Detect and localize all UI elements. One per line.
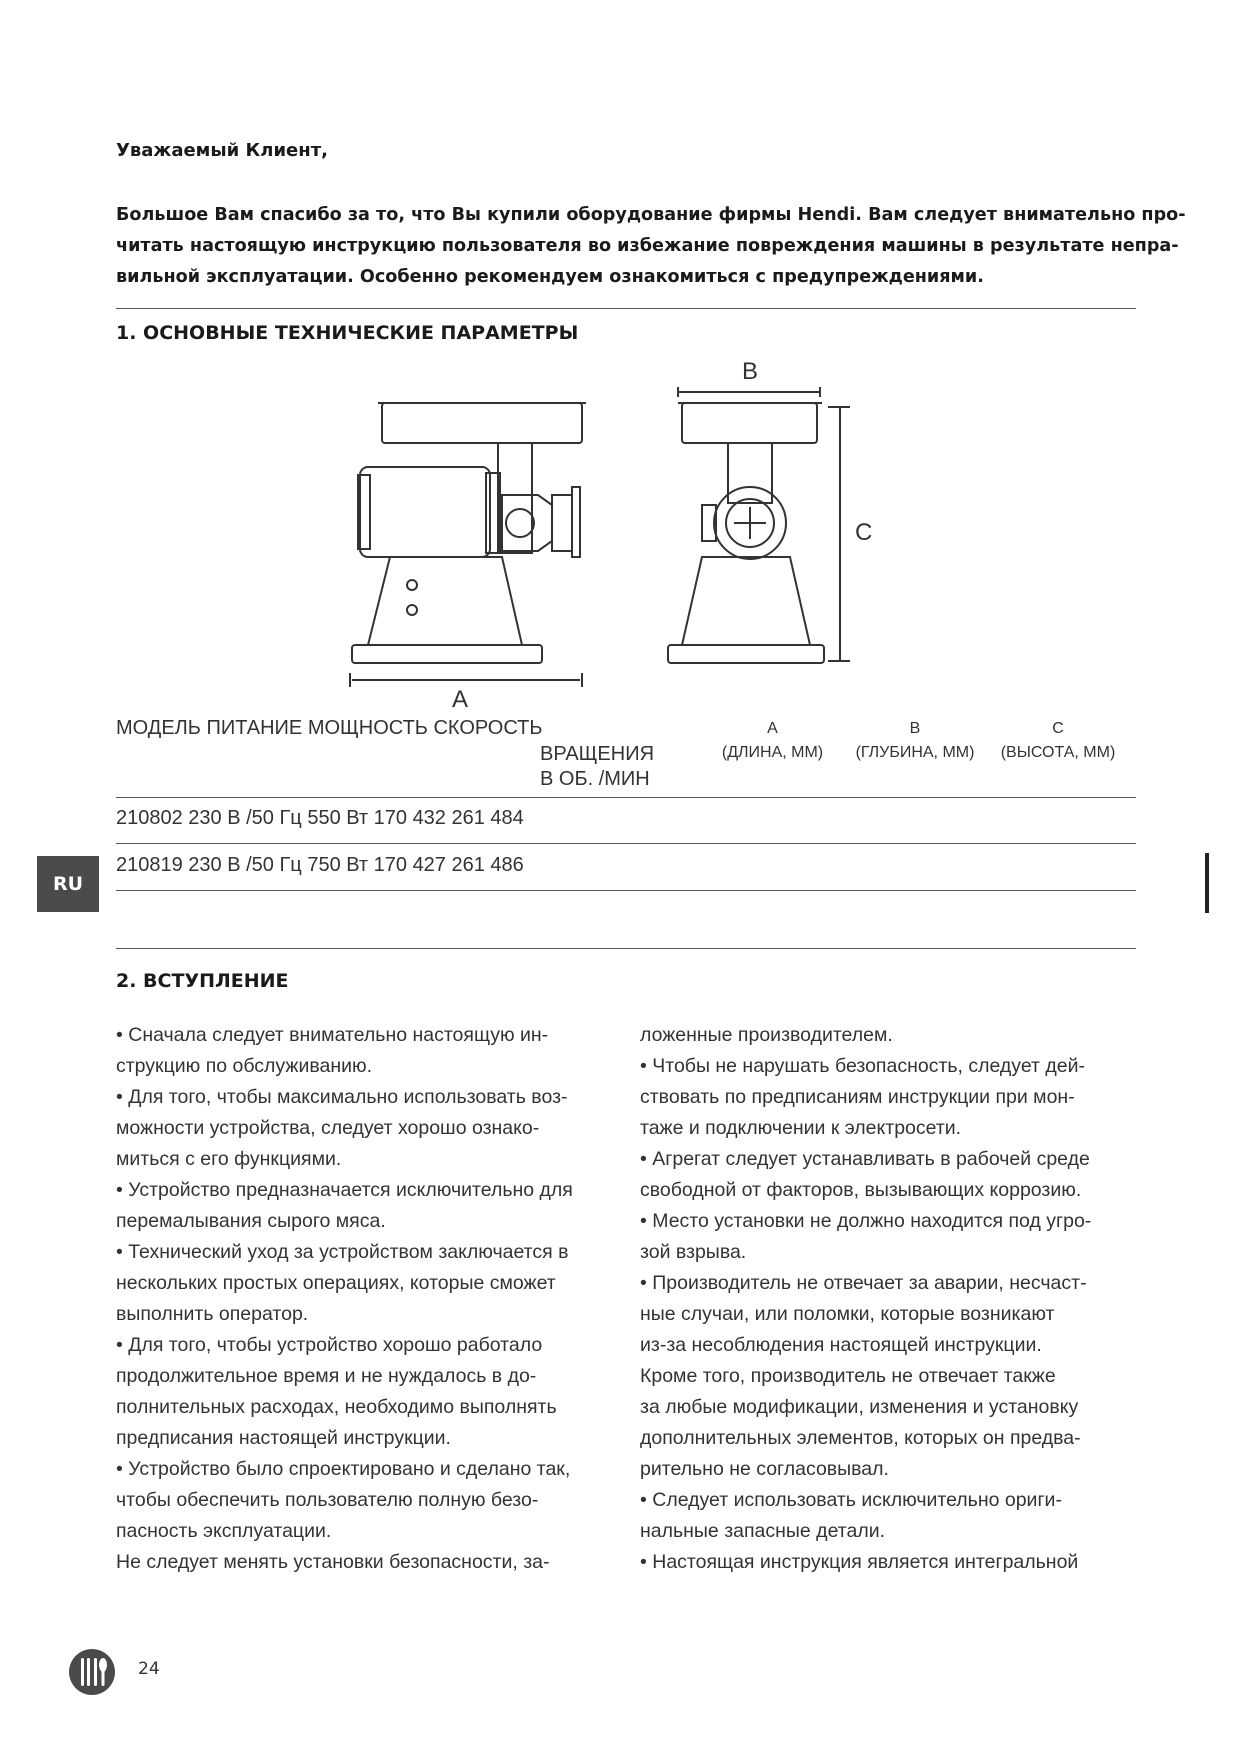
text-line: • Производитель не отвечает за аварии, несчаст- [640,1272,1087,1294]
text-line: • Следует использовать исключительно ориги- [640,1489,1062,1511]
table-rule [116,843,1136,844]
text-line: таже и подключении к электросети. [640,1117,962,1139]
text-line: полнительных расходах, необходимо выполнять [116,1396,557,1418]
intro-line: читать настоящую инструкцию пользователя во избежание повреждения машины в результате непра- [116,236,1179,256]
text-line: из-за несоблюдения настоящей инструкции. [640,1334,1042,1356]
text-line: ные случаи, или поломки, которые возникают [640,1303,1055,1325]
table-header-b [845,717,985,765]
table-header-speed-line2: В ОБ. /МИН [540,768,650,790]
dimension-b-label: B [741,358,759,385]
section-2-title: 2. ВСТУПЛЕНИЕ [116,970,289,992]
text-line: • Устройство предназначается исключительно для [116,1179,573,1201]
right-column [640,1020,1150,1578]
edge-marker [1205,853,1209,913]
text-line: миться с его функциями. [116,1148,342,1170]
side-view [350,403,586,710]
header-a-letter: A [767,720,778,737]
table-header-c [993,717,1123,765]
text-line: чтобы обеспечить пользователю полную безо- [116,1489,539,1511]
table-row: 210819 230 В /50 Гц 750 Вт 170 427 261 486 [116,854,524,876]
text-line: дополнительных элементов, которых он предва- [640,1427,1081,1449]
text-line: предписания настоящей инструкции. [116,1427,451,1449]
text-line: выполнить оператор. [116,1303,309,1325]
text-line: пасность эксплуатации. [116,1520,332,1542]
table-header-speed-line1: ВРАЩЕНИЯ [540,743,655,765]
intro-line: Большое Вам спасибо за то, что Вы купили оборудование фирмы Hendi. Вам следует внимательно про- [116,205,1186,225]
text-line: • Устройство было спроектировано и сделано так, [116,1458,571,1480]
header-c-desc: (ВЫСОТА, ММ) [1000,744,1116,761]
dimension-a-label: A [451,686,469,710]
intro-paragraph [116,200,1186,293]
text-line: перемалывания сырого мяса. [116,1210,386,1232]
language-tab: RU [37,856,99,912]
text-line: • Сначала следует внимательно настоящую ин- [116,1024,549,1046]
text-line: свободной от факторов, вызывающих коррозию. [640,1179,1082,1201]
header-b-letter: B [909,720,921,737]
cutlery-logo-icon [68,1648,116,1696]
text-line: • Для того, чтобы устройство хорошо работало [116,1334,543,1356]
table-rule [116,797,1136,798]
text-line: • Для того, чтобы максимально использовать воз- [116,1086,568,1108]
section-1-title: 1. ОСНОВНЫЕ ТЕХНИЧЕСКИЕ ПАРАМЕТРЫ [116,322,579,344]
text-line: Не следует менять установки безопасности, за- [116,1551,550,1573]
header-a-desc: (ДЛИНА, ММ) [721,744,824,761]
left-column [116,1020,626,1578]
table-rule [116,890,1136,891]
meat-grinder-diagram [330,355,890,710]
text-line: Кроме того, производитель не отвечает также [640,1365,1056,1387]
text-line: нескольких простых операциях, которые сможет [116,1272,556,1294]
text-line: зой взрыва. [640,1241,747,1263]
greeting: Уважаемый Клиент, [116,140,328,161]
text-line: ложенные производителем. [640,1024,893,1046]
divider [116,308,1136,309]
text-line: • Настоящая инструкция является интегральной [640,1551,1079,1573]
page-number: 24 [138,1659,160,1679]
text-line: • Место установки не должно находится под угро- [640,1210,1092,1232]
intro-line: вильной эксплуатации. Особенно рекомендуем ознакомиться с предупреждениями. [116,267,984,287]
text-line: можности устройства, следует хорошо ознако- [116,1117,540,1139]
table-header-main: МОДЕЛЬ ПИТАНИЕ МОЩНОСТЬ СКОРОСТЬ [116,717,543,739]
text-line: рительно не согласовывал. [640,1458,889,1480]
front-view [668,358,872,663]
table-header-a [710,717,835,765]
text-line: • Технический уход за устройством заключается в [116,1241,569,1263]
header-b-desc: (ГЛУБИНА, ММ) [855,744,975,761]
dimension-c-label: C [855,519,873,546]
table-row: 210802 230 В /50 Гц 550 Вт 170 432 261 484 [116,807,524,829]
text-line: за любые модификации, изменения и установку [640,1396,1079,1418]
text-line: • Чтобы не нарушать безопасность, следует дей- [640,1055,1085,1077]
text-line: струкцию по обслуживанию. [116,1055,373,1077]
text-line: ствовать по предписаниям инструкции при мон- [640,1086,1075,1108]
header-c-letter: C [1052,720,1064,737]
divider [116,948,1136,949]
text-line: • Агрегат следует устанавливать в рабочей среде [640,1148,1090,1170]
text-line: нальные запасные детали. [640,1520,886,1542]
text-line: продолжительное время и не нуждалось в до- [116,1365,537,1387]
